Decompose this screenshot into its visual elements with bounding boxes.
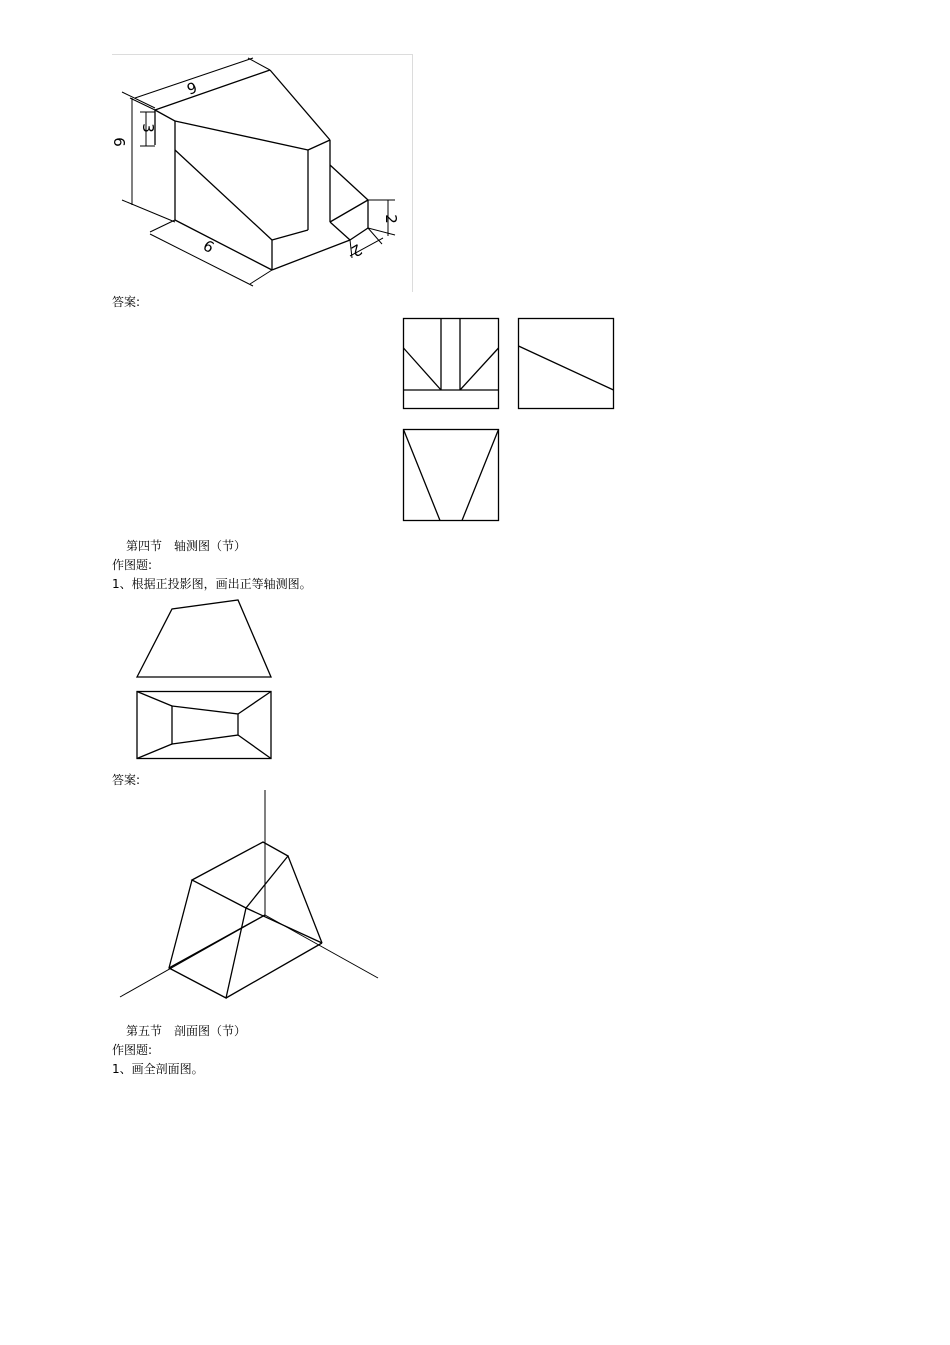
dim-notch-height: 2 — [382, 214, 400, 224]
answer-label-1: 答案: — [112, 295, 141, 309]
section5-title: 第五节 剖面图（节） — [126, 1024, 247, 1038]
dim-width-top: 6 — [184, 77, 200, 98]
section5-subtitle: 作图题: — [112, 1043, 153, 1057]
dim-step-height: 3 — [139, 123, 157, 133]
answer-label-2: 答案: — [112, 773, 141, 787]
section4-question: 1、根据正投影图，画出正等轴测图。 — [112, 577, 312, 591]
dim-height-left: 6 — [110, 137, 128, 147]
section5-question: 1、画全剖面图。 — [112, 1062, 204, 1076]
dim-notch-width: 2 — [347, 240, 366, 261]
dim-depth-bottom: 6 — [199, 236, 218, 257]
isometric-axes — [120, 790, 378, 997]
isometric-solid — [169, 842, 322, 998]
section4-title: 第四节 轴测图（节） — [126, 539, 247, 553]
section4-subtitle: 作图题: — [112, 558, 153, 572]
